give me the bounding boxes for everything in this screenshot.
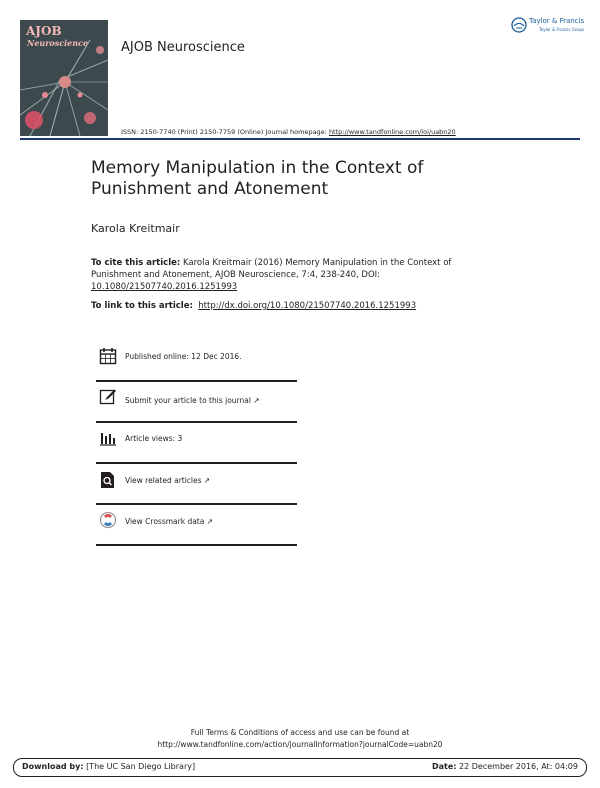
info-divider: [96, 462, 297, 464]
article-link-block: [91, 300, 416, 312]
header-divider: [20, 138, 580, 140]
cite-doi-link[interactable]: 10.1080/21507740.2016.1251993: [91, 282, 238, 292]
downloaded-by-label: Download by:: [22, 762, 84, 771]
download-date-value: 22 December 2016, At: 04:09: [459, 762, 578, 771]
downloaded-by: [22, 762, 195, 771]
article-title: Memory Manipulation in the Context of Punishment and Atonement: [91, 158, 424, 199]
article-author: Karola Kreitmair: [91, 222, 180, 235]
submit-article-text: Submit your article to this journal: [125, 396, 251, 405]
article-views-text: Article views: 3: [125, 434, 183, 443]
downloaded-by-value: [The UC San Diego Library]: [86, 762, 196, 771]
document-search-icon: [99, 471, 117, 489]
related-articles-text: View related articles: [125, 476, 202, 485]
external-link-icon: ↗: [253, 396, 260, 405]
info-divider: [96, 421, 297, 423]
cite-label: To cite this article:: [91, 258, 181, 268]
journal-homepage-link[interactable]: http://www.tandfonline.com/loi/uabn20: [328, 128, 456, 136]
cite-text: Karola Kreitmair (2016) Memory Manipulation in the Context of Punishment and Atonement, AJOB Neuroscience, 7:4, 238-240, DOI:: [91, 258, 452, 280]
journal-cover-image: [20, 20, 108, 136]
terms-line-1: Full Terms & Conditions of access and use can be found at: [190, 728, 410, 737]
cover-subtitle: Neuroscience: [27, 38, 89, 48]
related-articles-link[interactable]: [125, 476, 210, 485]
publisher-name: Taylor & Francis: [529, 17, 585, 25]
citation-block: [91, 257, 471, 293]
journal-title: AJOB Neuroscience: [121, 40, 245, 55]
published-online-text: Published online: 12 Dec 2016.: [125, 352, 242, 361]
download-date: [432, 762, 578, 771]
external-link-icon: ↗: [203, 476, 211, 485]
terms-url[interactable]: http://www.tandfonline.com/action/journalInformation?journalCode=uabn20: [157, 740, 443, 749]
info-divider: [96, 503, 297, 505]
publisher-logo-icon: [511, 17, 527, 33]
external-link-icon: ↗: [206, 517, 214, 526]
link-label: To link to this article:: [91, 301, 193, 311]
info-divider: [96, 544, 297, 546]
article-doi-link[interactable]: http://dx.doi.org/10.1080/21507740.2016.1251993: [198, 301, 417, 311]
issn-text: ISSN: 2150-7740 (Print) 2150-7759 (Online) Journal homepage:: [121, 128, 329, 136]
issn-line: [121, 128, 456, 136]
publisher-logo[interactable]: [511, 16, 583, 36]
crossmark-text: View Crossmark data: [125, 517, 205, 526]
bar-chart-icon: [99, 429, 117, 447]
publisher-tagline: Taylor & Francis Group: [539, 27, 584, 32]
cover-title: AJOB: [26, 24, 62, 38]
edit-icon: [99, 388, 117, 406]
terms-notice: [0, 727, 600, 751]
download-date-label: Date:: [431, 762, 457, 771]
calendar-icon: [99, 347, 117, 365]
download-info-bar: [13, 758, 587, 777]
submit-article-link[interactable]: [125, 396, 260, 405]
info-divider: [96, 380, 297, 382]
crossmark-icon: [99, 511, 117, 529]
crossmark-link[interactable]: [125, 517, 213, 526]
